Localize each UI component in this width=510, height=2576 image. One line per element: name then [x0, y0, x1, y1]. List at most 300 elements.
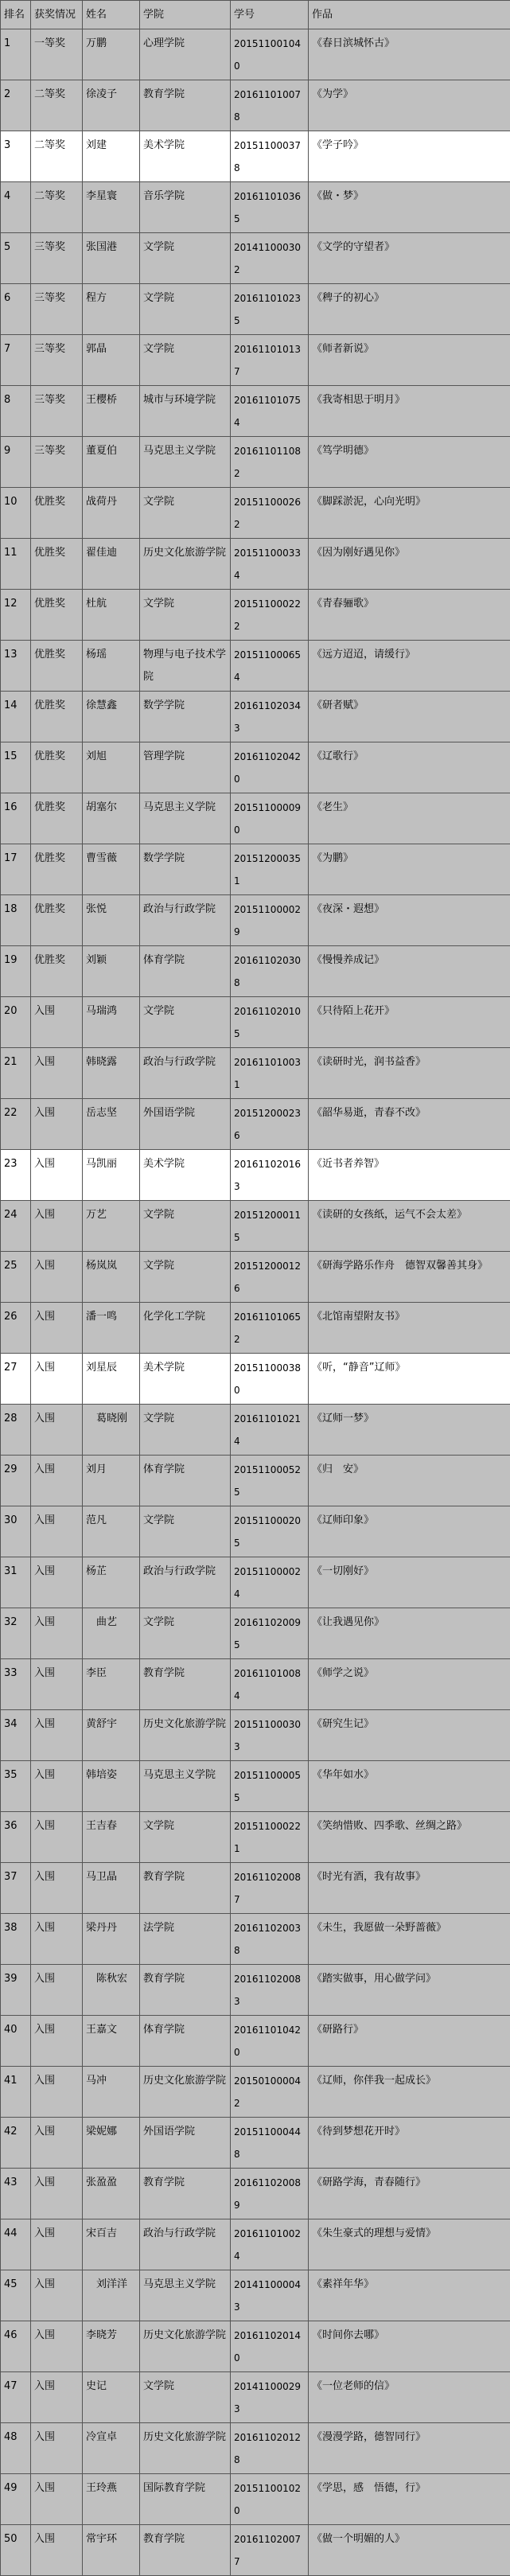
cell-name: 岳志坚	[83, 1099, 140, 1150]
cell-name: 战荷丹	[83, 488, 140, 539]
table-row	[1, 997, 510, 1048]
cell-college: 美术学院	[140, 1150, 231, 1201]
table-row	[1, 1405, 510, 1456]
table-row	[1, 2372, 510, 2423]
table-row	[1, 2270, 510, 2321]
cell-work: 《待到梦想花开时》	[309, 2118, 510, 2169]
cell-rank: 49	[1, 2474, 31, 2525]
cell-name: 宋百吉	[83, 2219, 140, 2270]
cell-name: 王嘉文	[83, 2016, 140, 2067]
cell-award: 优胜奖	[31, 692, 83, 742]
cell-award: 入围	[31, 1405, 83, 1456]
cell-award: 入围	[31, 997, 83, 1048]
cell-name: 刘旭	[83, 742, 140, 793]
cell-name: 马凯丽	[83, 1150, 140, 1201]
cell-student-id: 201512000351	[231, 844, 309, 895]
cell-name: 梁丹丹	[83, 1914, 140, 1965]
cell-work: 《让我遇见你》	[309, 1608, 510, 1659]
cell-award: 入围	[31, 2270, 83, 2321]
cell-college: 文学院	[140, 590, 231, 641]
cell-college: 文学院	[140, 997, 231, 1048]
cell-student-id: 201511000334	[231, 539, 309, 590]
cell-rank: 44	[1, 2219, 31, 2270]
table-row	[1, 1557, 510, 1608]
cell-student-id: 201511000024	[231, 1557, 309, 1608]
table-row	[1, 1965, 510, 2016]
cell-student-id: 201611010420	[231, 2016, 309, 2067]
cell-student-id: 201611010024	[231, 2219, 309, 2270]
cell-rank: 12	[1, 590, 31, 641]
cell-student-id: 201611020140	[231, 2321, 309, 2372]
cell-name: 常宇环	[83, 2525, 140, 2576]
cell-name: 曹雪薇	[83, 844, 140, 895]
cell-award: 入围	[31, 2219, 83, 2270]
cell-college: 文学院	[140, 1252, 231, 1303]
cell-award: 入围	[31, 1659, 83, 1710]
cell-award: 二等奖	[31, 131, 83, 182]
cell-work: 《稗子的初心》	[309, 284, 510, 335]
cell-award: 三等奖	[31, 233, 83, 284]
header-award: 获奖情况	[31, 1, 83, 29]
cell-college: 美术学院	[140, 131, 231, 182]
cell-rank: 21	[1, 1048, 31, 1099]
cell-college: 历史文化旅游学院	[140, 2321, 231, 2372]
table-row	[1, 641, 510, 692]
cell-rank: 33	[1, 1659, 31, 1710]
table-row	[1, 488, 510, 539]
cell-work: 《只待陌上花开》	[309, 997, 510, 1048]
table-row	[1, 742, 510, 793]
cell-rank: 29	[1, 1456, 31, 1506]
cell-work: 《漫漫学路，德智同行》	[309, 2423, 510, 2474]
cell-name: 王樱桥	[83, 386, 140, 437]
cell-award: 二等奖	[31, 80, 83, 131]
cell-student-id: 201411000293	[231, 2372, 309, 2423]
cell-rank: 30	[1, 1506, 31, 1557]
cell-work: 《时间你去哪》	[309, 2321, 510, 2372]
cell-name: 杨岚岚	[83, 1252, 140, 1303]
cell-student-id: 201511001040	[231, 29, 309, 80]
cell-college: 教育学院	[140, 1659, 231, 1710]
cell-work: 《辽师，你伴我一起成长》	[309, 2067, 510, 2118]
cell-work: 《老生》	[309, 793, 510, 844]
cell-award: 入围	[31, 2474, 83, 2525]
cell-student-id: 201611020343	[231, 692, 309, 742]
table-row	[1, 2016, 510, 2067]
cell-student-id: 201511001020	[231, 2474, 309, 2525]
cell-college: 政治与行政学院	[140, 1557, 231, 1608]
cell-rank: 19	[1, 946, 31, 997]
cell-college: 国际教育学院	[140, 2474, 231, 2525]
cell-student-id: 201611020087	[231, 1863, 309, 1914]
cell-work: 《近书者养智》	[309, 1150, 510, 1201]
cell-award: 入围	[31, 1710, 83, 1761]
table-row	[1, 1506, 510, 1557]
table-row	[1, 1914, 510, 1965]
cell-name: 徐慧鑫	[83, 692, 140, 742]
cell-name: 杜航	[83, 590, 140, 641]
cell-name: 李晓芳	[83, 2321, 140, 2372]
cell-award: 三等奖	[31, 437, 83, 488]
cell-rank: 32	[1, 1608, 31, 1659]
cell-student-id: 201611010078	[231, 80, 309, 131]
cell-student-id: 201512000236	[231, 1099, 309, 1150]
cell-award: 入围	[31, 1812, 83, 1863]
cell-name: 冷宣卓	[83, 2423, 140, 2474]
cell-student-id: 201611020105	[231, 997, 309, 1048]
cell-name: 葛晓刚	[83, 1405, 140, 1456]
cell-name: 胡塞尔	[83, 793, 140, 844]
cell-rank: 17	[1, 844, 31, 895]
cell-name: 马瑞鸿	[83, 997, 140, 1048]
cell-award: 入围	[31, 2372, 83, 2423]
header-row	[1, 1, 510, 29]
cell-student-id: 201611010365	[231, 182, 309, 233]
cell-college: 马克思主义学院	[140, 437, 231, 488]
cell-college: 文学院	[140, 488, 231, 539]
cell-award: 入围	[31, 1099, 83, 1150]
cell-award: 三等奖	[31, 284, 83, 335]
cell-college: 教育学院	[140, 1965, 231, 2016]
cell-award: 入围	[31, 1608, 83, 1659]
cell-rank: 34	[1, 1710, 31, 1761]
cell-name: 杨瑶	[83, 641, 140, 692]
table-row	[1, 692, 510, 742]
cell-college: 历史文化旅游学院	[140, 2423, 231, 2474]
cell-award: 优胜奖	[31, 946, 83, 997]
cell-college: 文学院	[140, 1812, 231, 1863]
cell-college: 教育学院	[140, 1863, 231, 1914]
table-row	[1, 844, 510, 895]
cell-student-id: 201512000115	[231, 1201, 309, 1252]
cell-college: 数学学院	[140, 844, 231, 895]
cell-award: 入围	[31, 1150, 83, 1201]
cell-student-id: 201611020420	[231, 742, 309, 793]
cell-rank: 8	[1, 386, 31, 437]
cell-rank: 16	[1, 793, 31, 844]
cell-work: 《归 安》	[309, 1456, 510, 1506]
cell-college: 历史文化旅游学院	[140, 1710, 231, 1761]
cell-work: 《听，“静音”辽师》	[309, 1354, 510, 1405]
cell-student-id: 201511000448	[231, 2118, 309, 2169]
cell-student-id: 201611010754	[231, 386, 309, 437]
table-row	[1, 1150, 510, 1201]
cell-college: 文学院	[140, 335, 231, 386]
table-row	[1, 1354, 510, 1405]
cell-work: 《踏实做事，用心做学问》	[309, 1965, 510, 2016]
table-row	[1, 131, 510, 182]
cell-student-id: 201611011082	[231, 437, 309, 488]
cell-name: 范凡	[83, 1506, 140, 1557]
cell-award: 入围	[31, 1761, 83, 1812]
cell-rank: 35	[1, 1761, 31, 1812]
cell-college: 体育学院	[140, 946, 231, 997]
cell-student-id: 201511000525	[231, 1456, 309, 1506]
cell-award: 入围	[31, 2321, 83, 2372]
cell-college: 马克思主义学院	[140, 2270, 231, 2321]
table-row	[1, 182, 510, 233]
table-row	[1, 1608, 510, 1659]
table-row	[1, 1456, 510, 1506]
cell-rank: 5	[1, 233, 31, 284]
cell-award: 入围	[31, 2525, 83, 2576]
cell-rank: 48	[1, 2423, 31, 2474]
cell-student-id: 201511000055	[231, 1761, 309, 1812]
cell-work: 《因为刚好遇见你》	[309, 539, 510, 590]
cell-award: 优胜奖	[31, 641, 83, 692]
table-row	[1, 80, 510, 131]
cell-student-id: 201611020077	[231, 2525, 309, 2576]
cell-rank: 36	[1, 1812, 31, 1863]
cell-name: 张国港	[83, 233, 140, 284]
cell-name: 潘一鸣	[83, 1303, 140, 1354]
cell-name: 马冲	[83, 2067, 140, 2118]
cell-rank: 6	[1, 284, 31, 335]
table-row	[1, 590, 510, 641]
cell-rank: 41	[1, 2067, 31, 2118]
cell-name: 陈秋宏	[83, 1965, 140, 2016]
table-row	[1, 1201, 510, 1252]
cell-work: 《读研的女孩纸，运气不会太差》	[309, 1201, 510, 1252]
table-row	[1, 2118, 510, 2169]
cell-college: 管理学院	[140, 742, 231, 793]
cell-student-id: 201611010214	[231, 1405, 309, 1456]
cell-college: 文学院	[140, 284, 231, 335]
cell-rank: 27	[1, 1354, 31, 1405]
cell-award: 优胜奖	[31, 488, 83, 539]
cell-student-id: 201511000654	[231, 641, 309, 692]
cell-student-id: 201511000205	[231, 1506, 309, 1557]
cell-work: 《研路行》	[309, 2016, 510, 2067]
cell-rank: 22	[1, 1099, 31, 1150]
cell-work: 《朱生豪式的理想与爱情》	[309, 2219, 510, 2270]
cell-work: 《笑纳惜败、四季歌、丝绸之路》	[309, 1812, 510, 1863]
cell-name: 刘月	[83, 1456, 140, 1506]
cell-work: 《春日滨城怀古》	[309, 29, 510, 80]
cell-college: 心理学院	[140, 29, 231, 80]
table-row	[1, 1710, 510, 1761]
cell-rank: 46	[1, 2321, 31, 2372]
header-rank: 排名	[1, 1, 31, 29]
cell-name: 翟佳迪	[83, 539, 140, 590]
cell-student-id: 201511000378	[231, 131, 309, 182]
cell-work: 《做一个明媚的人》	[309, 2525, 510, 2576]
cell-student-id: 201611020083	[231, 1965, 309, 2016]
cell-rank: 4	[1, 182, 31, 233]
cell-award: 二等奖	[31, 182, 83, 233]
table-row	[1, 1812, 510, 1863]
cell-award: 入围	[31, 2118, 83, 2169]
table-row	[1, 335, 510, 386]
cell-student-id: 201611020095	[231, 1608, 309, 1659]
table-row	[1, 2423, 510, 2474]
cell-award: 优胜奖	[31, 793, 83, 844]
cell-award: 入围	[31, 1914, 83, 1965]
cell-student-id: 201611020163	[231, 1150, 309, 1201]
cell-rank: 10	[1, 488, 31, 539]
cell-name: 黄舒宇	[83, 1710, 140, 1761]
cell-work: 《辽师印象》	[309, 1506, 510, 1557]
header-name: 姓名	[83, 1, 140, 29]
cell-name: 万艺	[83, 1201, 140, 1252]
cell-name: 梁妮娜	[83, 2118, 140, 2169]
cell-award: 入围	[31, 1354, 83, 1405]
cell-student-id: 201511000090	[231, 793, 309, 844]
table-row	[1, 437, 510, 488]
cell-college: 体育学院	[140, 2016, 231, 2067]
cell-college: 体育学院	[140, 1456, 231, 1506]
table-row	[1, 1761, 510, 1812]
cell-work: 《辽师一梦》	[309, 1405, 510, 1456]
cell-name: 程方	[83, 284, 140, 335]
cell-work: 《学思，感 悟德，行》	[309, 2474, 510, 2525]
cell-student-id: 201611010235	[231, 284, 309, 335]
cell-award: 入围	[31, 1252, 83, 1303]
cell-work: 《师学之说》	[309, 1659, 510, 1710]
cell-award: 三等奖	[31, 335, 83, 386]
cell-work: 《韶华易逝，青春不改》	[309, 1099, 510, 1150]
cell-award: 入围	[31, 1557, 83, 1608]
cell-college: 文学院	[140, 1405, 231, 1456]
cell-work: 《辽歌行》	[309, 742, 510, 793]
cell-student-id: 201511000303	[231, 1710, 309, 1761]
table-row	[1, 539, 510, 590]
cell-student-id: 201611010084	[231, 1659, 309, 1710]
cell-college: 音乐学院	[140, 182, 231, 233]
cell-student-id: 201611020308	[231, 946, 309, 997]
table-row	[1, 2067, 510, 2118]
cell-rank: 20	[1, 997, 31, 1048]
cell-work: 《时光有酒，我有故事》	[309, 1863, 510, 1914]
cell-rank: 2	[1, 80, 31, 131]
cell-rank: 1	[1, 29, 31, 80]
cell-work: 《研海学路乐作舟 德智双馨善其身》	[309, 1252, 510, 1303]
cell-college: 政治与行政学院	[140, 1048, 231, 1099]
cell-college: 物理与电子技术学院	[140, 641, 231, 692]
cell-college: 文学院	[140, 2372, 231, 2423]
cell-student-id: 201611020038	[231, 1914, 309, 1965]
table-row	[1, 284, 510, 335]
cell-work: 《素祥年华》	[309, 2270, 510, 2321]
cell-name: 董夏伯	[83, 437, 140, 488]
cell-college: 教育学院	[140, 80, 231, 131]
table-row	[1, 946, 510, 997]
cell-work: 《学子吟》	[309, 131, 510, 182]
cell-rank: 28	[1, 1405, 31, 1456]
cell-work: 《做・梦》	[309, 182, 510, 233]
header-work: 作品	[309, 1, 510, 29]
table-row	[1, 2169, 510, 2219]
cell-rank: 11	[1, 539, 31, 590]
cell-work: 《研究生记》	[309, 1710, 510, 1761]
cell-college: 马克思主义学院	[140, 1761, 231, 1812]
cell-work: 《文学的守望者》	[309, 233, 510, 284]
cell-name: 张悦	[83, 895, 140, 946]
cell-work: 《夜深・遐想》	[309, 895, 510, 946]
cell-student-id: 201511000262	[231, 488, 309, 539]
cell-name: 万鹏	[83, 29, 140, 80]
cell-work: 《一切刚好》	[309, 1557, 510, 1608]
cell-rank: 18	[1, 895, 31, 946]
cell-rank: 23	[1, 1150, 31, 1201]
cell-college: 政治与行政学院	[140, 2219, 231, 2270]
cell-work: 《华年如水》	[309, 1761, 510, 1812]
cell-name: 李臣	[83, 1659, 140, 1710]
cell-rank: 24	[1, 1201, 31, 1252]
cell-award: 入围	[31, 2423, 83, 2474]
cell-rank: 26	[1, 1303, 31, 1354]
cell-rank: 39	[1, 1965, 31, 2016]
cell-work: 《北馆南望附友书》	[309, 1303, 510, 1354]
cell-award: 入围	[31, 2169, 83, 2219]
cell-college: 外国语学院	[140, 2118, 231, 2169]
cell-work: 《为学》	[309, 80, 510, 131]
cell-college: 教育学院	[140, 2169, 231, 2219]
cell-award: 优胜奖	[31, 844, 83, 895]
cell-rank: 31	[1, 1557, 31, 1608]
table-row	[1, 1099, 510, 1150]
table-row	[1, 895, 510, 946]
cell-work: 《未生，我愿做一朵野蔷薇》	[309, 1914, 510, 1965]
cell-student-id: 201611010652	[231, 1303, 309, 1354]
cell-name: 王玲燕	[83, 2474, 140, 2525]
cell-rank: 42	[1, 2118, 31, 2169]
cell-name: 徐凌子	[83, 80, 140, 131]
cell-student-id: 201411000043	[231, 2270, 309, 2321]
cell-student-id: 201611020128	[231, 2423, 309, 2474]
cell-college: 城市与环境学院	[140, 386, 231, 437]
cell-award: 入围	[31, 1456, 83, 1506]
cell-name: 刘星辰	[83, 1354, 140, 1405]
table-row	[1, 1863, 510, 1914]
cell-work: 《笃学明德》	[309, 437, 510, 488]
cell-award: 入围	[31, 1048, 83, 1099]
table-row	[1, 2219, 510, 2270]
header-college: 学院	[140, 1, 231, 29]
cell-name: 王吉春	[83, 1812, 140, 1863]
cell-student-id: 201512000126	[231, 1252, 309, 1303]
cell-name: 刘建	[83, 131, 140, 182]
cell-work: 《为鹏》	[309, 844, 510, 895]
cell-name: 曲艺	[83, 1608, 140, 1659]
cell-award: 入围	[31, 2016, 83, 2067]
cell-rank: 50	[1, 2525, 31, 2576]
table-row	[1, 233, 510, 284]
cell-college: 数学学院	[140, 692, 231, 742]
cell-student-id: 201511000029	[231, 895, 309, 946]
cell-college: 法学院	[140, 1914, 231, 1965]
cell-work: 《研者赋》	[309, 692, 510, 742]
cell-work: 《研路学海，青春随行》	[309, 2169, 510, 2219]
cell-college: 文学院	[140, 1608, 231, 1659]
cell-award: 一等奖	[31, 29, 83, 80]
cell-rank: 40	[1, 2016, 31, 2067]
cell-award: 入围	[31, 1303, 83, 1354]
table-row	[1, 29, 510, 80]
cell-name: 史记	[83, 2372, 140, 2423]
cell-student-id: 201611020089	[231, 2169, 309, 2219]
table-row	[1, 1659, 510, 1710]
table-row	[1, 386, 510, 437]
cell-student-id: 201511000222	[231, 590, 309, 641]
header-student-id: 学号	[231, 1, 309, 29]
table-row	[1, 1252, 510, 1303]
cell-rank: 45	[1, 2270, 31, 2321]
cell-name: 刘颖	[83, 946, 140, 997]
cell-college: 政治与行政学院	[140, 895, 231, 946]
table-row	[1, 1303, 510, 1354]
table-row	[1, 2525, 510, 2576]
